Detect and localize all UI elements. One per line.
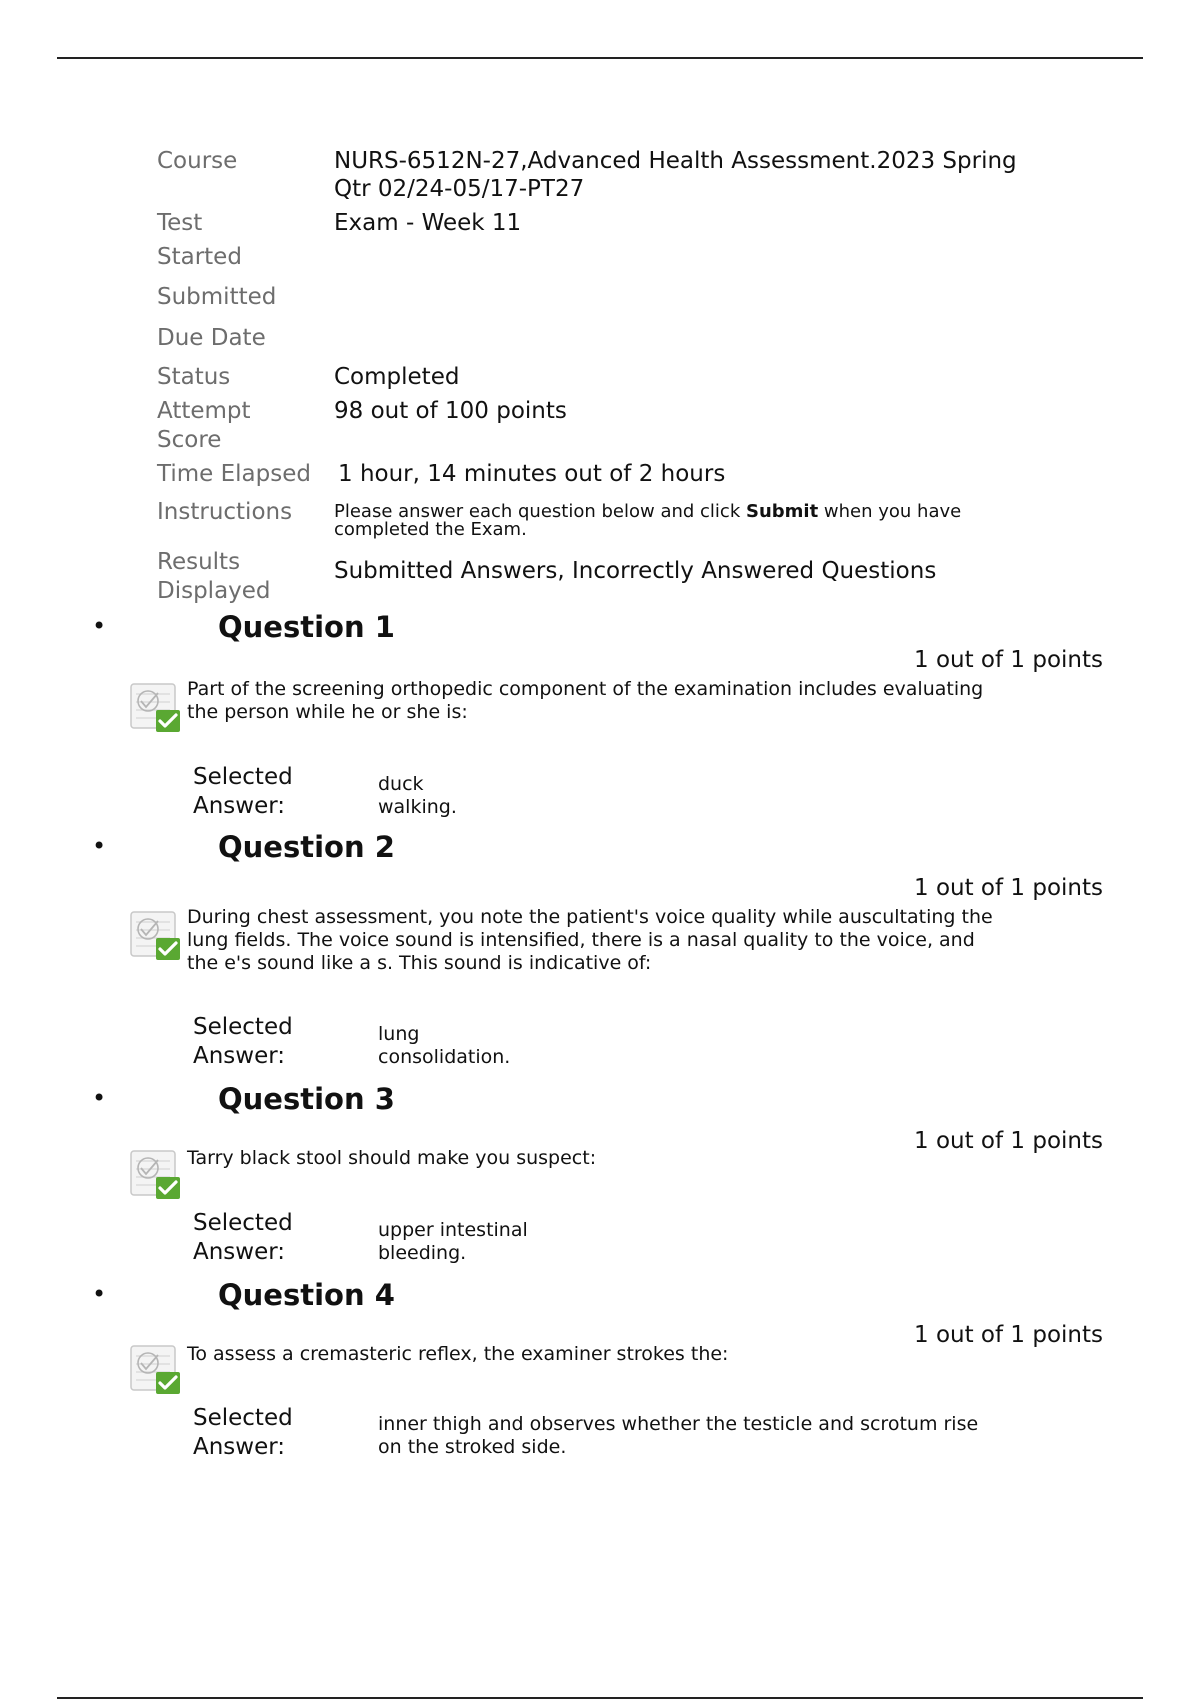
selected-answer-label — [193, 1404, 333, 1462]
instructions-text-before: Please answer each question below and click — [334, 501, 746, 522]
results-label-line2: Displayed — [157, 578, 271, 604]
submitted-label: Submitted — [157, 284, 277, 310]
selected-answer-label — [193, 1013, 333, 1071]
course-value-line2: Qtr 02/24-05/17-PT27 — [334, 176, 585, 202]
question-text — [187, 906, 1047, 975]
question-points: 1 out of 1 points — [914, 1322, 1103, 1348]
started-label: Started — [157, 244, 242, 270]
answer-line: duck — [378, 773, 424, 795]
test-value: Exam - Week 11 — [334, 210, 522, 236]
question-text — [187, 1343, 1047, 1366]
question-bullet: • — [92, 832, 107, 860]
test-label: Test — [157, 210, 203, 236]
question-text-line: Tarry black stool should make you suspect: — [187, 1147, 597, 1169]
question-text-line: To assess a cremasteric reflex, the examiner strokes the: — [187, 1343, 729, 1365]
selected-answer-label — [193, 763, 333, 821]
answer-line: lung — [378, 1023, 420, 1045]
question-title: Question 2 — [218, 830, 395, 864]
selected-answer-value — [378, 1023, 1038, 1069]
course-label: Course — [157, 148, 238, 174]
selected-answer-label — [193, 1209, 333, 1267]
question-bullet: • — [92, 1280, 107, 1308]
question-bullet: • — [92, 612, 107, 640]
question-bullet: • — [92, 1084, 107, 1112]
selected-answer-value — [378, 1413, 1038, 1459]
question-title: Question 3 — [218, 1082, 395, 1116]
question-title: Question 1 — [218, 610, 395, 644]
question-text-line: Part of the screening orthopedic component of the examination includes evaluating — [187, 678, 984, 700]
instructions-text-after: when you have — [818, 501, 962, 522]
selected-answer-label-line1: Selected — [193, 1405, 293, 1431]
question-points: 1 out of 1 points — [914, 647, 1103, 673]
answer-line: inner thigh and observes whether the testicle and scrotum rise — [378, 1413, 979, 1435]
instructions-value — [334, 503, 1074, 539]
due-date-label: Due Date — [157, 325, 266, 351]
time-elapsed-value: 1 hour, 14 minutes out of 2 hours — [338, 461, 726, 487]
correct-checkmark-icon — [128, 1147, 182, 1201]
results-label-line1: Results — [157, 549, 241, 575]
correct-checkmark-icon — [128, 1342, 182, 1396]
selected-answer-label-line1: Selected — [193, 1210, 293, 1236]
question-title: Question 4 — [218, 1278, 395, 1312]
question-points: 1 out of 1 points — [914, 875, 1103, 901]
answer-line: consolidation. — [378, 1046, 511, 1068]
question-text-line: During chest assessment, you note the patient's voice quality while auscultating the — [187, 906, 993, 928]
instructions-label: Instructions — [157, 499, 293, 525]
instructions-bold-submit: Submit — [745, 501, 819, 522]
attempt-score-value: 98 out of 100 points — [334, 398, 567, 424]
attempt-score-label-line1: Attempt — [157, 398, 251, 424]
status-label: Status — [157, 364, 231, 390]
answer-line: walking. — [378, 796, 457, 818]
top-rule — [57, 57, 1143, 59]
question-points: 1 out of 1 points — [914, 1128, 1103, 1154]
selected-answer-label-line2: Answer: — [193, 793, 286, 819]
answer-line: on the stroked side. — [378, 1436, 567, 1458]
question-text — [187, 678, 1047, 724]
answer-line: bleeding. — [378, 1242, 467, 1264]
results-displayed-label — [157, 548, 327, 606]
course-value-line1: NURS-6512N-27,Advanced Health Assessment.2023 Spring — [334, 148, 1017, 174]
question-text — [187, 1147, 1047, 1170]
selected-answer-label-line2: Answer: — [193, 1239, 286, 1265]
bottom-rule — [57, 1697, 1143, 1699]
question-text-line: the person while he or she is: — [187, 701, 468, 723]
selected-answer-label-line2: Answer: — [193, 1043, 286, 1069]
correct-checkmark-icon — [128, 908, 182, 962]
results-displayed-value: Submitted Answers, Incorrectly Answered Questions — [334, 558, 937, 584]
selected-answer-label-line2: Answer: — [193, 1434, 286, 1460]
selected-answer-value — [378, 1219, 1038, 1265]
selected-answer-label-line1: Selected — [193, 1014, 293, 1040]
status-value: Completed — [334, 364, 460, 390]
selected-answer-value — [378, 773, 1038, 819]
answer-line: upper intestinal — [378, 1219, 528, 1241]
correct-checkmark-icon — [128, 680, 182, 734]
question-text-line: lung fields. The voice sound is intensified, there is a nasal quality to the voice, and — [187, 929, 975, 951]
attempt-score-label-line2: Score — [157, 427, 222, 453]
question-text-line: the e's sound like a s. This sound is indicative of: — [187, 952, 652, 974]
course-value — [334, 147, 1074, 203]
instructions-line2: completed the Exam. — [334, 519, 527, 540]
selected-answer-label-line1: Selected — [193, 764, 293, 790]
time-elapsed-label: Time Elapsed — [157, 461, 311, 487]
attempt-score-label — [157, 397, 327, 455]
